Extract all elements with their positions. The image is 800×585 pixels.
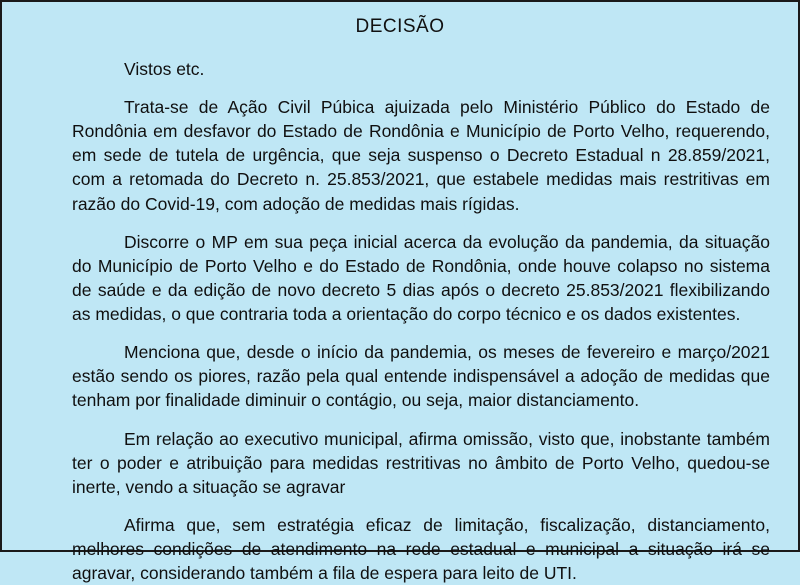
paragraph-6: Afirma que, sem estratégia eficaz de limitação, fiscalização, distanciamento, melhores condições de atendimento na rede estadual e municipal a situação irá se agravar, considerando também a fila de espera para leito de UTI. bbox=[72, 515, 775, 584]
page-title: DECISÃO bbox=[355, 16, 445, 37]
paragraph-3: Discorre o MP em sua peça inicial acerca da evolução da pandemia, da situação do Município de Porto Velho e do Estado de Rondônia, onde houve colapso no sistema de saúde e da edição de novo decreto 5 dias após o decreto 25.853/2021 flexibilizando as medidas, o que contraria toda a orientação do corpo técnico e os dados existentes. bbox=[72, 231, 775, 325]
paragraph-5: Em relação ao executivo municipal, afirma omissão, visto que, inobstante também ter o poder e atribuição para medidas restritivas no âmbito de Porto Velho, quedou-se inerte, vendo a situação se agravar bbox=[72, 428, 775, 497]
paragraph-1: Vistos etc. bbox=[124, 58, 205, 79]
paragraph-2: Trata-se de Ação Civil Púbica ajuizada pelo Ministério Público do Estado de Rondônia em desfavor do Estado de Rondônia e Município de Porto Velho, requerendo, em sede de tutela de urgência, que seja suspenso o Decreto Estadual n 28.859/2021, com a retomada do Decreto n. 25.853/2021, que estabele medidas mais restritivas em razão do Covid-19, com adoção de medidas mais rígidas. bbox=[72, 96, 775, 214]
paragraph-4: Menciona que, desde o início da pandemia, os meses de fevereiro e março/2021 estão sendo os piores, razão pela qual entende indispensável a adoção de medidas que tenham por finalidade diminuir o contágio, ou seja, maior distanciamento. bbox=[72, 342, 775, 411]
